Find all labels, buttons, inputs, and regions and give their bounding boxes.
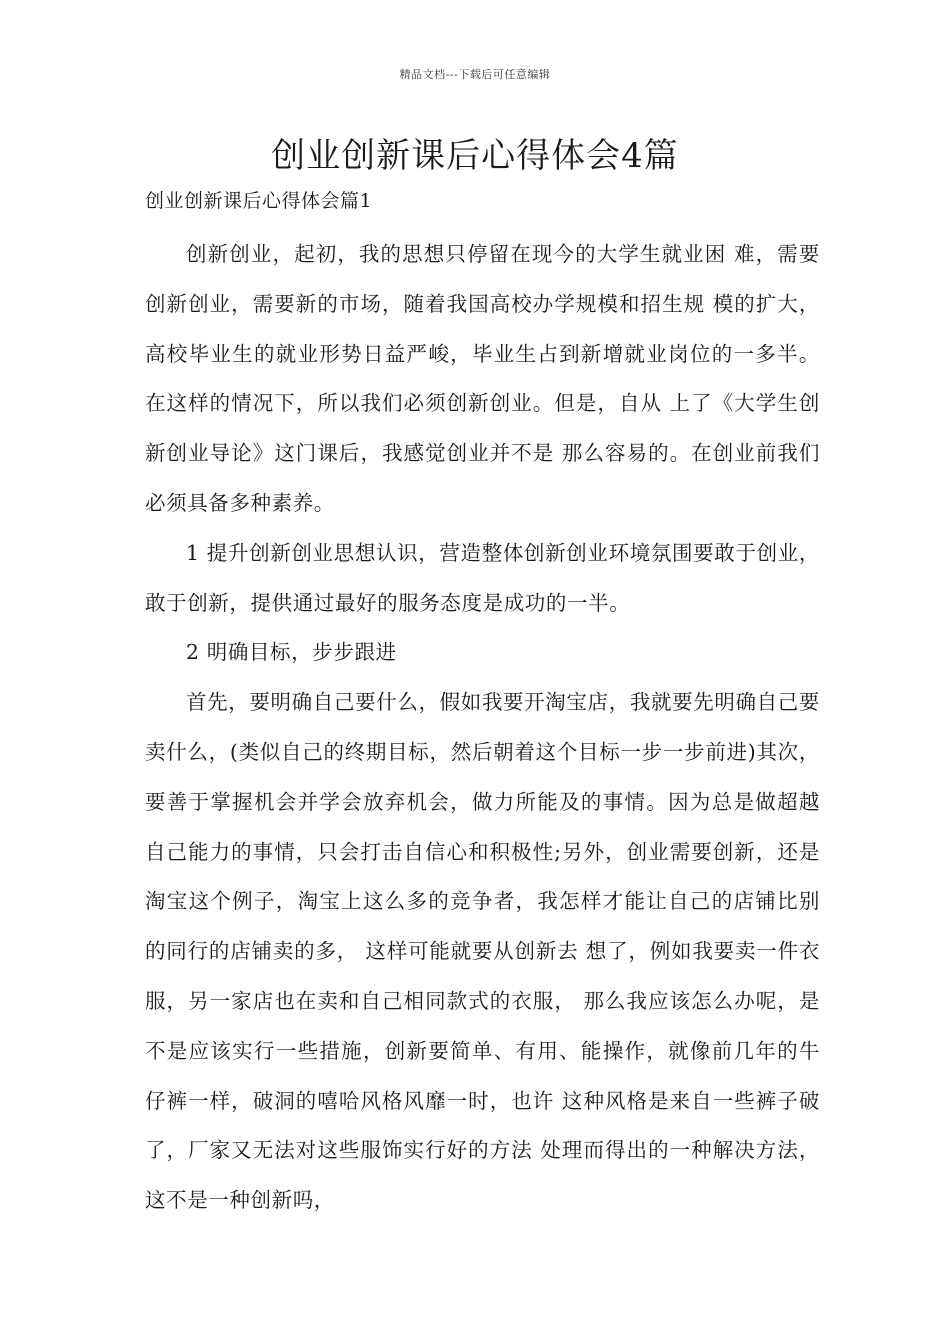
- section-heading: 创业创新课后心得体会篇1: [145, 190, 373, 212]
- header-note: 精品文档---下载后可任意编辑: [399, 68, 551, 81]
- paragraph-3: 2 明确目标，步步跟进: [186, 640, 397, 665]
- document-title: 创业创新课后心得体会4篇: [271, 136, 679, 176]
- paragraph-2: 1 提升创新创业思想认识，营造整体创新创业环境氛围要敢于创业，敢于创新，提供通过最好的服务态度是成功的一半。: [145, 540, 820, 615]
- paragraph-1: 创新创业，起初，我的思想只停留在现今的大学生就业困 难，需要创新创业，需要新的市场，随着我国高校办学规模和招生规 模的扩大，高校毕业生的就业形势日益严峻，毕业生占到新增就业岗位的一多半。在这样的情况下，所以我们必须创新创业。但是，自从 上了《大学生创新创业导论》这门课后，我感觉创业并不是 那么容易的。在创业前我们必须具备多种素养。: [145, 242, 820, 515]
- body-text: [145, 230, 820, 1226]
- paragraph-4: 首先，要明确自己要什么，假如我要开淘宝店，我就要先明确自己要卖什么，(类似自己的终期目标，然后朝着这个目标一步一步前进)其次，要善于掌握机会并学会放弃机会，做力所能及的事情。因为总是做超越自己能力的事情，只会打击自信心和积极性;另外，创业需要创新，还是淘宝这个例子，淘宝上这么多的竞争者，我怎样才能让自己的店铺比别的同行的店铺卖的多， 这样可能就要从创新去 想了，例如我要卖一件衣服，另一家店也在卖和自己相同款式的衣服， 那么我应该怎么办呢，是不是应该实行一些措施，创新要简单、有用、能操作，就像前几年的牛仔裤一样，破洞的嘻哈风格风靡一时，也许 这种风格是来自一些裤子破了，厂家又无法对这些服饰实行好的方法 处理而得出的一种解决方法，这不是一种创新吗，: [145, 690, 820, 1213]
